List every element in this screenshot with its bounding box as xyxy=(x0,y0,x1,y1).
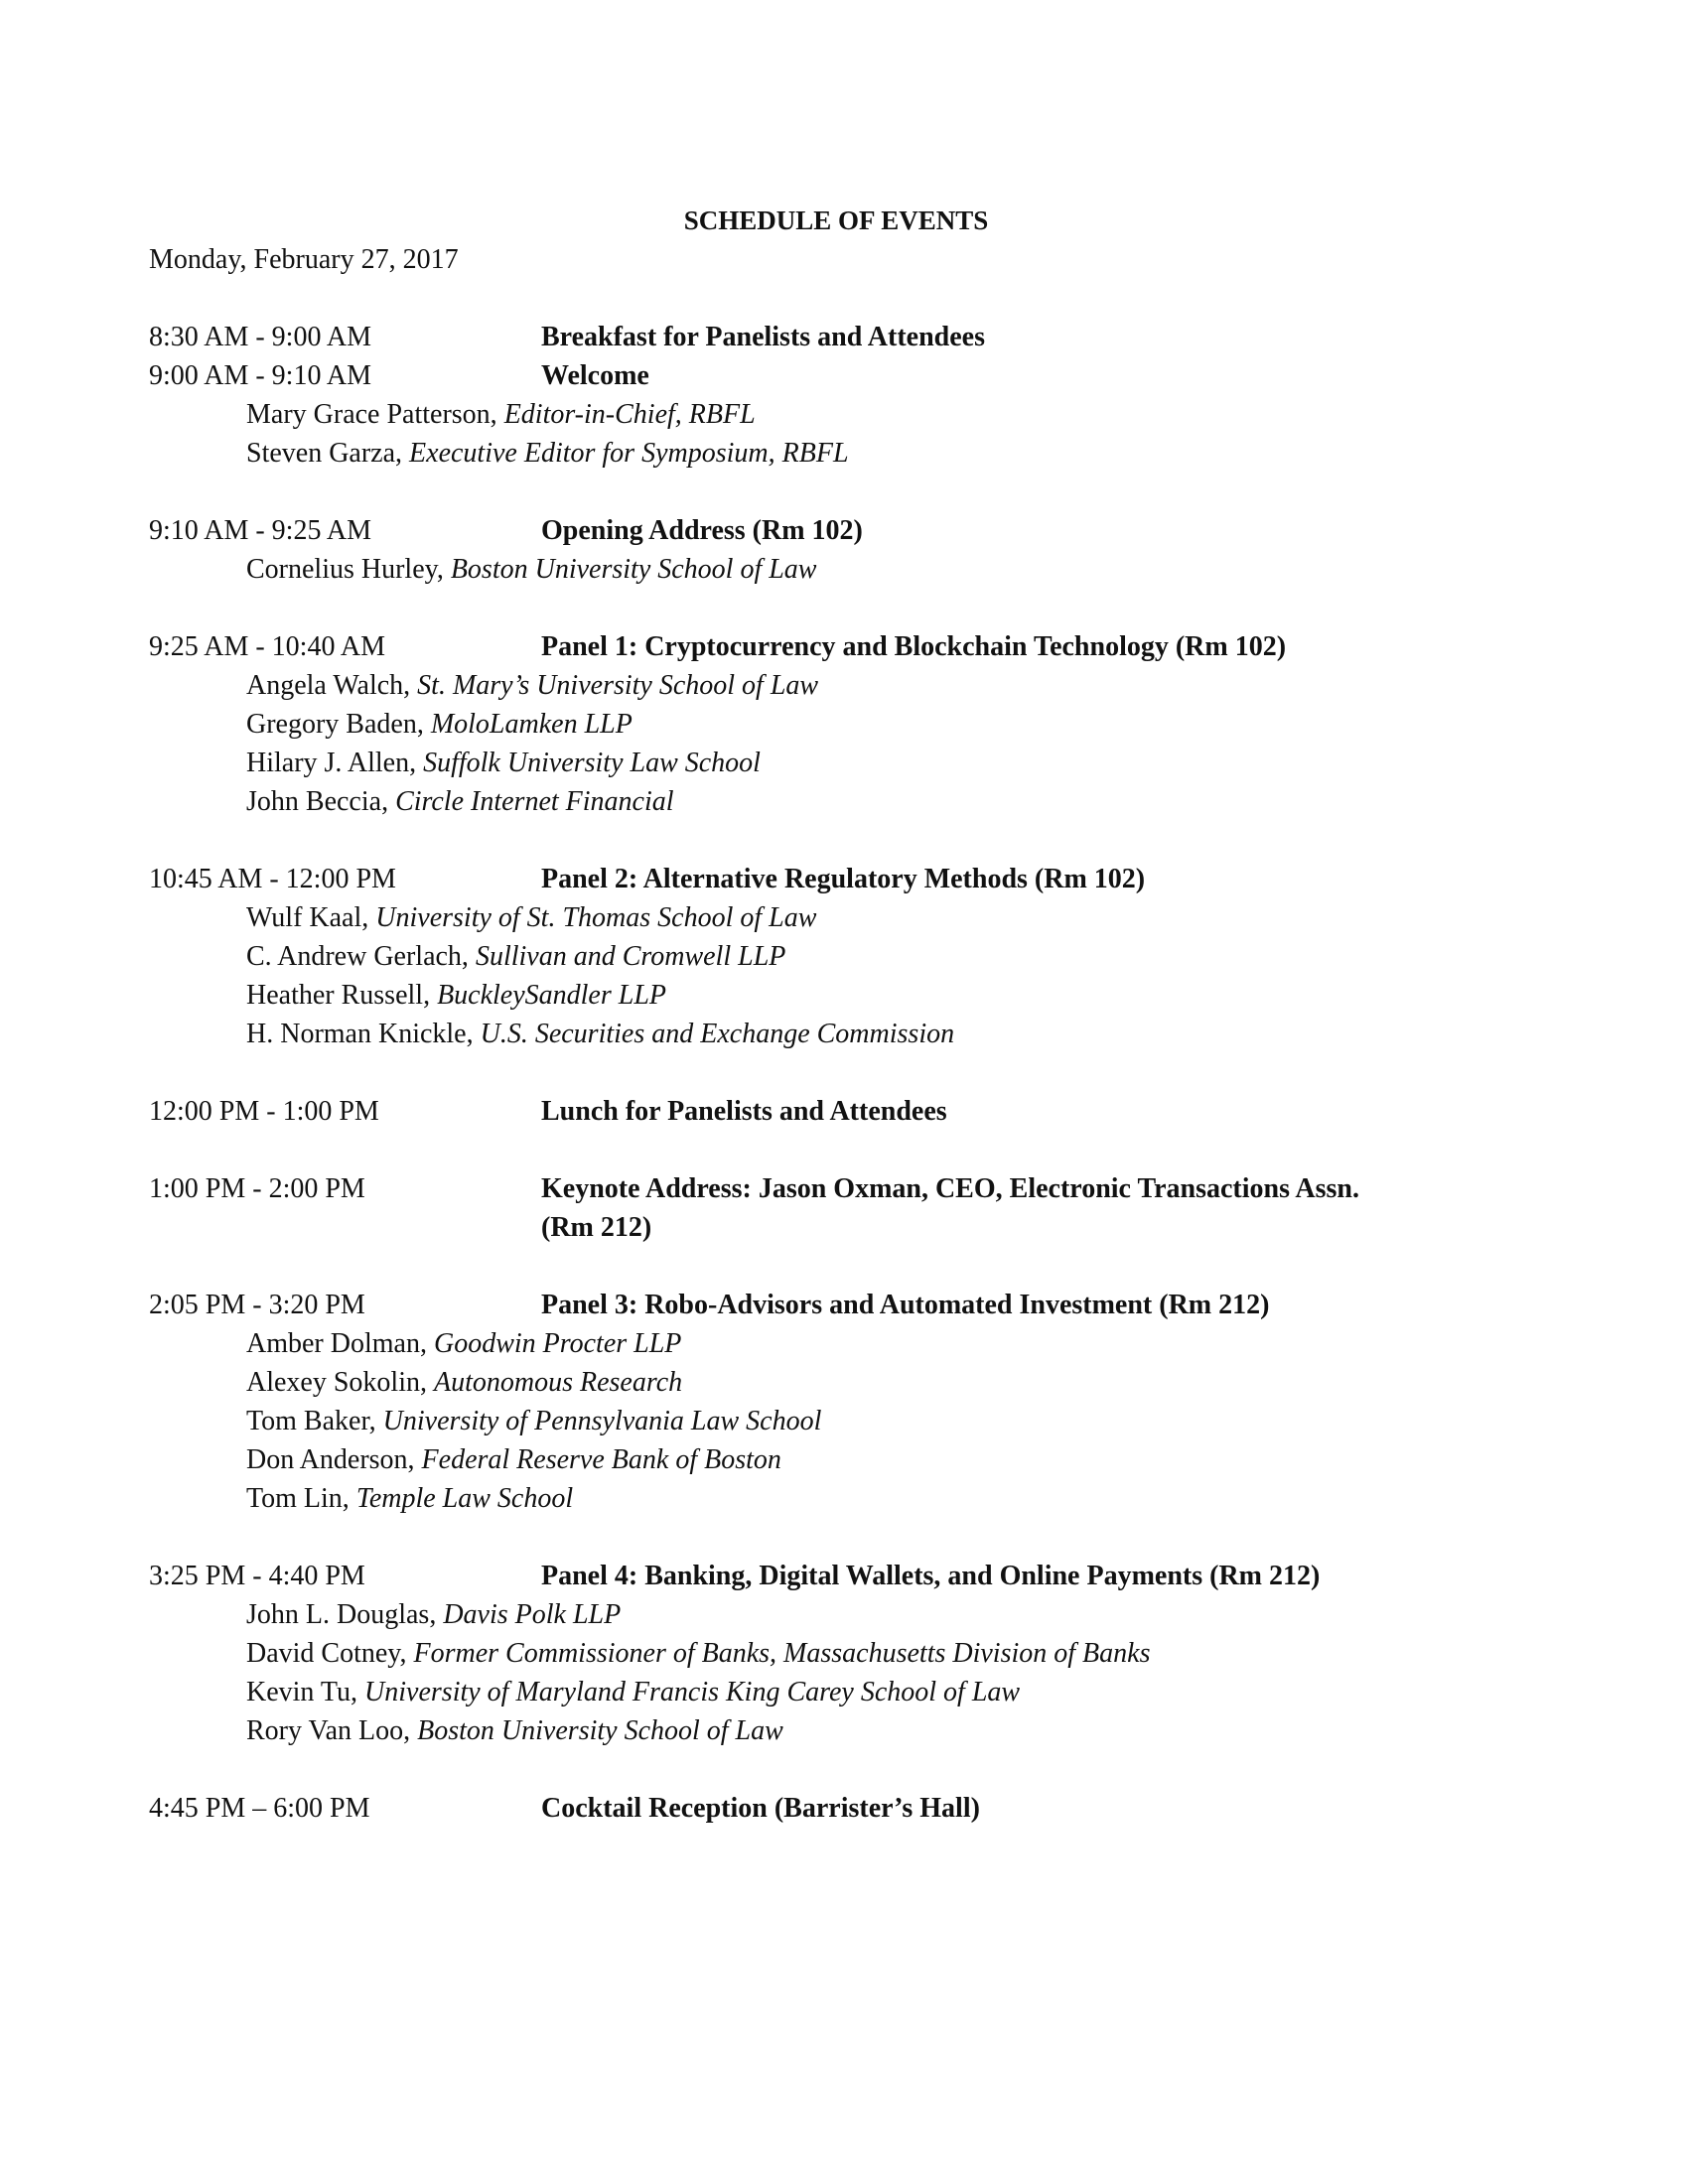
event-time: 9:25 AM - 10:40 AM xyxy=(149,631,386,662)
spacer xyxy=(149,1518,1539,1557)
event-title: Lunch for Panelists and Attendees xyxy=(541,1096,947,1127)
event-header xyxy=(149,1169,1539,1208)
speaker-name: Mary Grace Patterson, xyxy=(246,399,504,430)
event-block xyxy=(149,1247,1539,1518)
speaker-name: Wulf Kaal, xyxy=(246,902,376,933)
event-time: 1:00 PM - 2:00 PM xyxy=(149,1173,365,1204)
speaker xyxy=(149,782,1539,821)
speaker-name: Angela Walch, xyxy=(246,670,418,701)
event-header xyxy=(149,511,1539,550)
speaker-name: David Cotney, xyxy=(246,1638,414,1669)
speaker xyxy=(149,434,1539,473)
event-block xyxy=(149,356,1539,473)
speaker-affiliation: University of St. Thomas School of Law xyxy=(375,902,817,933)
spacer xyxy=(149,589,1539,627)
speaker xyxy=(149,744,1539,782)
speaker xyxy=(149,1015,1539,1053)
speaker-affiliation: Davis Polk LLP xyxy=(443,1599,622,1630)
speaker-name: Alexey Sokolin, xyxy=(246,1367,434,1398)
speaker-name: Don Anderson, xyxy=(246,1444,422,1475)
spacer xyxy=(149,473,1539,511)
speaker-name: Amber Dolman, xyxy=(246,1328,434,1359)
event-header xyxy=(149,1286,1539,1324)
event-time: 4:45 PM – 6:00 PM xyxy=(149,1793,370,1824)
speaker xyxy=(149,898,1539,937)
event-title-continued xyxy=(149,1208,1539,1247)
event-time: 9:00 AM - 9:10 AM xyxy=(149,360,372,391)
spacer xyxy=(149,1131,1539,1169)
event-header xyxy=(149,627,1539,666)
speaker-affiliation: Goodwin Procter LLP xyxy=(433,1328,682,1359)
event-time: 9:10 AM - 9:25 AM xyxy=(149,515,372,546)
speaker-affiliation: Autonomous Research xyxy=(434,1367,683,1398)
event-title: Cocktail Reception (Barrister’s Hall) xyxy=(541,1793,980,1824)
speaker-affiliation: Circle Internet Financial xyxy=(395,786,674,817)
speaker xyxy=(149,1479,1539,1518)
event-title: Panel 3: Robo-Advisors and Automated Investment (Rm 212) xyxy=(541,1290,1270,1320)
event-block xyxy=(149,1131,1539,1247)
event-header xyxy=(149,356,1539,395)
spacer xyxy=(149,1053,1539,1092)
event-list xyxy=(149,318,1539,1828)
speaker xyxy=(149,1440,1539,1479)
event-header xyxy=(149,318,1539,356)
speaker-affiliation: Federal Reserve Bank of Boston xyxy=(421,1444,781,1475)
speaker-affiliation: U.S. Securities and Exchange Commission xyxy=(480,1019,955,1049)
event-header xyxy=(149,1557,1539,1595)
speaker-affiliation: Boston University School of Law xyxy=(450,554,817,585)
event-block xyxy=(149,1750,1539,1828)
speaker xyxy=(149,1595,1539,1634)
event-time: 10:45 AM - 12:00 PM xyxy=(149,864,396,894)
event-block xyxy=(149,821,1539,1053)
speaker-affiliation: Executive Editor for Symposium, RBFL xyxy=(409,438,849,469)
speaker-affiliation: Former Commissioner of Banks, Massachusetts Division of Banks xyxy=(413,1638,1151,1669)
speaker xyxy=(149,1673,1539,1711)
speaker-affiliation: St. Mary’s University School of Law xyxy=(417,670,819,701)
speaker-name: Cornelius Hurley, xyxy=(246,554,451,585)
speaker-affiliation: Temple Law School xyxy=(355,1483,574,1514)
speaker xyxy=(149,1711,1539,1750)
document-title: SCHEDULE OF EVENTS xyxy=(683,205,989,235)
speaker xyxy=(149,1634,1539,1673)
event-title: Panel 2: Alternative Regulatory Methods (Rm 102) xyxy=(541,864,1146,894)
speaker-affiliation: University of Pennsylvania Law School xyxy=(382,1406,822,1436)
speaker xyxy=(149,666,1539,705)
spacer xyxy=(149,821,1539,860)
event-title: Breakfast for Panelists and Attendees xyxy=(541,322,985,352)
event-title: Opening Address (Rm 102) xyxy=(541,515,863,546)
speaker-affiliation: Editor-in-Chief, RBFL xyxy=(503,399,756,430)
event-header xyxy=(149,1092,1539,1131)
speaker-affiliation: University of Maryland Francis King Carey School of Law xyxy=(364,1677,1021,1707)
speaker xyxy=(149,1363,1539,1402)
event-time: 8:30 AM - 9:00 AM xyxy=(149,322,372,352)
event-date: Monday, February 27, 2017 xyxy=(149,244,459,275)
speaker-name: Rory Van Loo, xyxy=(246,1715,418,1746)
speaker-name: H. Norman Knickle, xyxy=(246,1019,481,1049)
speaker xyxy=(149,1402,1539,1440)
speaker xyxy=(149,937,1539,976)
speaker xyxy=(149,550,1539,589)
speaker-name: John L. Douglas, xyxy=(246,1599,444,1630)
event-title: Panel 1: Cryptocurrency and Blockchain Technology (Rm 102) xyxy=(541,631,1287,662)
event-block xyxy=(149,318,1539,356)
spacer xyxy=(149,279,1539,318)
speaker-name: John Beccia, xyxy=(246,786,396,817)
speaker-affiliation: Sullivan and Cromwell LLP xyxy=(475,941,786,972)
event-title: Welcome xyxy=(541,360,649,391)
event-title: Keynote Address: Jason Oxman, CEO, Electronic Transactions Assn. xyxy=(541,1173,1360,1204)
speaker-name: Gregory Baden, xyxy=(246,709,431,740)
speaker-affiliation: Boston University School of Law xyxy=(417,1715,783,1746)
event-block xyxy=(149,589,1539,821)
event-title: Panel 4: Banking, Digital Wallets, and Online Payments (Rm 212) xyxy=(541,1561,1321,1591)
spacer xyxy=(149,1750,1539,1789)
speaker-name: Heather Russell, xyxy=(246,980,438,1011)
speaker xyxy=(149,705,1539,744)
speaker xyxy=(149,1324,1539,1363)
speaker-name: Tom Lin, xyxy=(246,1483,356,1514)
speaker xyxy=(149,395,1539,434)
speaker-affiliation: Suffolk University Law School xyxy=(423,748,761,778)
speaker-affiliation: BuckleySandler LLP xyxy=(437,980,667,1011)
speaker-name: Steven Garza, xyxy=(246,438,410,469)
speaker xyxy=(149,976,1539,1015)
speaker-name: Hilary J. Allen, xyxy=(246,748,424,778)
event-header xyxy=(149,1789,1539,1828)
event-time: 3:25 PM - 4:40 PM xyxy=(149,1561,365,1591)
event-block xyxy=(149,473,1539,589)
event-block xyxy=(149,1518,1539,1750)
event-header xyxy=(149,860,1539,898)
event-time: 12:00 PM - 1:00 PM xyxy=(149,1096,379,1127)
event-time: 2:05 PM - 3:20 PM xyxy=(149,1290,365,1320)
speaker-name: C. Andrew Gerlach, xyxy=(246,941,476,972)
schedule-document xyxy=(149,202,1539,1828)
spacer xyxy=(149,1247,1539,1286)
speaker-name: Tom Baker, xyxy=(246,1406,383,1436)
speaker-affiliation: MoloLamken LLP xyxy=(430,709,633,740)
event-title-line2: (Rm 212) xyxy=(541,1212,652,1243)
speaker-name: Kevin Tu, xyxy=(246,1677,365,1707)
event-block xyxy=(149,1053,1539,1131)
